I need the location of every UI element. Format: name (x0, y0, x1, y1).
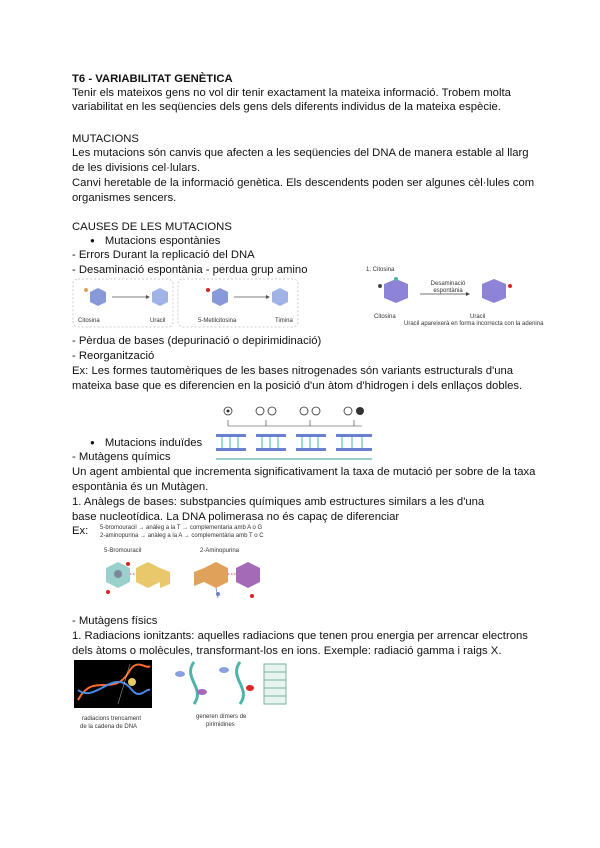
dimer-cap-1: generen dímers de (196, 714, 247, 720)
deam-left-cap-1: Citosina (78, 318, 100, 324)
analog-label-right: 2-Aminopurina (200, 548, 240, 554)
agent-line-2: espontània és un Mutàgen. (72, 481, 209, 493)
errors-line: - Errors Durant la replicació del DNA (72, 249, 255, 261)
deam-right-label: 1. Citosina (366, 267, 395, 273)
mutagens-fisics-line: - Mutàgens físics (72, 615, 158, 627)
mutacions-line-4: organismes sencers. (72, 192, 177, 204)
bullet-spontaneous: ● Mutacions espontànies (90, 234, 220, 249)
dimer-cap-2: pirimidines (206, 722, 235, 728)
ex-line-2: 2-aminopurina → anàleg a la A → complementària amb T o C (100, 533, 264, 539)
deam-left-cap-3: 5-Metilcitosina (198, 318, 237, 324)
ex-taut-line-1: Ex: Les formes tautomèriques de les bases nitrogenades són variants estructurals d'una (72, 365, 514, 377)
ex-line-1: 5-bromouracil → anàleg a la T → complementaria amb A o G (100, 525, 263, 531)
tautomer-replication-figure (212, 404, 384, 466)
mutacions-line-3: Canvi heretable de la informació genètica. Els descendents poden ser algunes cèl·lules com (72, 177, 535, 189)
section-heading-causes: CAUSES DE LES MUTACIONS (72, 221, 232, 233)
mutacions-line-2: de les divisions cel·lulars. (72, 162, 201, 174)
deam-right-cap-3: Uracil apareixerà en forma incorrecta con la adenina (404, 321, 544, 327)
bullet-induced: ● Mutacions induïdes (90, 436, 202, 451)
analegs-line-1: 1. Anàlegs de bases: substpancies químiques amb estructures similars a les d'una (72, 496, 485, 508)
radiacions-line-1: 1. Radiacions ionitzants: aquelles radiacions que tenen prou energia per arrencar electrons (72, 630, 528, 642)
deam-right-cap-1: Citosina (374, 314, 396, 320)
base-analogs-figure (98, 556, 278, 610)
mutacions-line-1: Les mutacions són canvis que afecten a les seqüencies del DNA de manera estable al llarg (72, 147, 529, 159)
radiation-cap-2: de la cadena de DNA (80, 724, 138, 730)
deam-left-cap-4: Timina (275, 318, 293, 324)
intro-line-1: Tenir els mateixos gens no vol dir tenir exactament la mateixa informació. Trobem molta (72, 87, 511, 99)
radiation-dna-image (74, 660, 152, 708)
analog-label-left: 5-Bromouracil (104, 548, 142, 554)
mutagens-quimics-line: - Mutàgens químics (72, 451, 171, 463)
radiation-cap-1: radiacions trencament (82, 716, 142, 722)
ex-taut-line-2: mateixa base que es diferencien en la posició d'un àtom d'hidrogen i dels enllaços dobles. (72, 380, 523, 392)
analegs-line-2: base nucleotídica. La DNA polimerasa no és capaç de diferenciar (72, 511, 400, 523)
desaminacio-line: - Desaminació espontània - perdua grup amino (72, 264, 308, 276)
deam-left-cap-2: Uracil (150, 318, 166, 324)
page-title: T6 - VARIABILITAT GENÈTICA (72, 73, 233, 85)
deam-right-cap-2: Uracil (470, 314, 486, 320)
reorganitzacio-line: - Reorganització (72, 350, 155, 362)
deam-right-arrow-label: Desaminació espontània (430, 281, 466, 294)
pyrimidine-dimer-figure (172, 658, 292, 708)
agent-line-1: Un agent ambiental que incrementa significativament la taxa de mutació per sobre de la taxa (72, 466, 536, 478)
ex-label: Ex: (72, 525, 89, 537)
section-heading-mutacions: MUTACIONS (72, 133, 139, 145)
radiacions-line-2: dels àtoms o molècules, transformant-los en ions. Exemple: radiació gamma i raigs X. (72, 645, 502, 657)
deamination-figure-left (72, 278, 300, 328)
perdua-line: - Pèrdua de bases (depurinació o depirimidinació) (72, 335, 322, 347)
intro-line-2: variabilitat en les seqüencies dels gens dels diferents individus de la mateixa espècie. (72, 101, 501, 113)
